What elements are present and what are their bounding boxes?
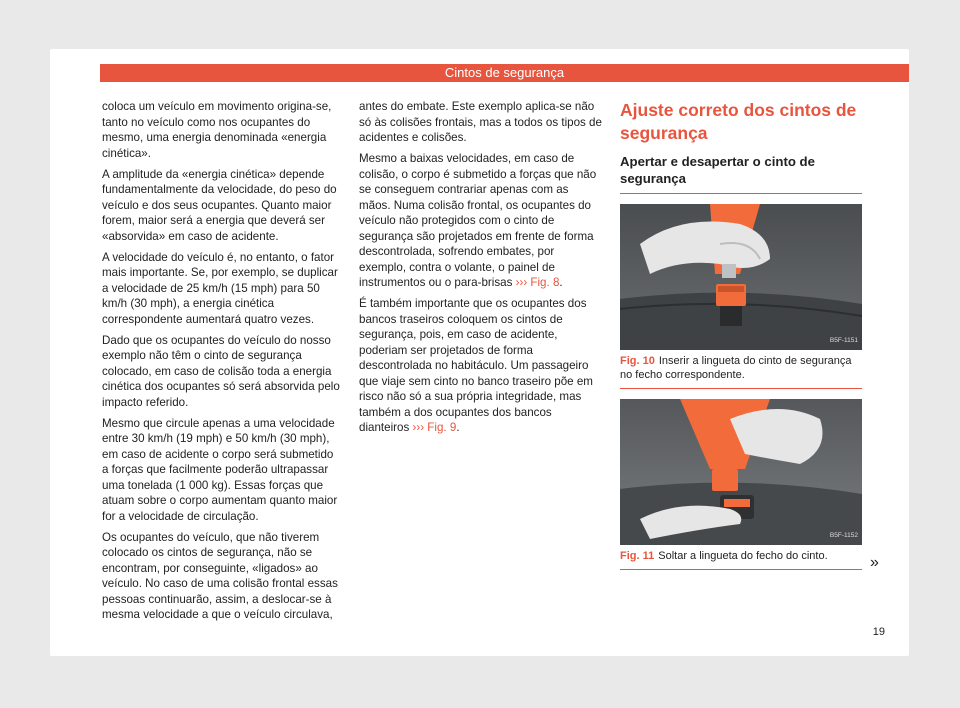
paragraph: Mesmo que circule apenas a uma velocidade entre 30 km/h (19 mph) e 50 km/h (30 mph), em caso de acidente o corpo será submetido a forças que facilmente poderão ultrapassar uma tonelada (1 000 kg). Essas forças que atuam sobre o corpo aumentam quanto maior for a velocidade de circulação.: [102, 416, 338, 523]
paragraph: A amplitude da «energia cinética» depende fundamentalmente da velocidade, do peso do veículo e dos seus ocupantes. Quanto maior forem, maior será a energia que deverá ser «absorvida» em caso de acidente.: [102, 167, 337, 243]
image-code: B5F-1151: [829, 336, 858, 344]
subsection-heading: Apertar e desapertar o cinto de segurança: [620, 153, 862, 194]
seatbelt-release-illustration: [620, 399, 862, 545]
figure-10-caption: [620, 354, 862, 389]
column-1: [102, 99, 342, 628]
paragraph-text: É também importante que os ocupantes dos bancos traseiros coloquem os cintos de segurança, pois, em caso de acidente, poderiam ser projetados de forma descontrolada no habitáculo. Um passageiro que viaje sem cinto no banco traseiro põe em risco não só a sua própria integridade, mas também a dos ocupantes dos bancos dianteiros: [359, 297, 593, 434]
paragraph: [359, 151, 603, 291]
paragraph: coloca um veículo em movimento origina-se, tanto no veículo como nos ocupantes do mesmo, uma energia denominada «energia cinética».: [102, 100, 332, 160]
paragraph: [359, 296, 603, 436]
figure-11-caption: [620, 549, 862, 570]
paragraph: Dado que os ocupantes do veículo do nosso exemplo não têm o cinto de segurança colocado, em caso de colisão toda a energia cinética dos ocupantes só será absorvida pelo impacto referido.: [102, 333, 340, 409]
paragraph-text: Mesmo a baixas velocidades, em caso de colisão, o corpo é submetido a forças que não se conseguem contrariar apenas com as mãos. Numa colisão frontal, os ocupantes do veículo não protegidos com o cinto de segurança são projetados em frente de forma descontrolada, sofrendo embates, por exemplo, contra o volante, o painel de instrumentos ou o para-brisas: [359, 152, 597, 289]
seatbelt-insert-illustration: [620, 204, 862, 350]
figure-10-image: [620, 204, 862, 350]
figure-link-9[interactable]: ››› Fig. 9: [412, 421, 457, 434]
continue-mark: »: [870, 554, 879, 571]
paragraph: antes do embate. Este exemplo aplica-se não só às colisões frontais, mas a todos os tipos de acidentes e colisões.: [359, 100, 602, 144]
paragraph: A velocidade do veículo é, no entanto, o fator mais importante. Se, por exemplo, se duplicar a velocidade de 25 km/h (15 mph) para 50 km/h (30 mph), a energia cinética correspondente aumentará quatro vezes.: [102, 250, 338, 326]
page: [50, 49, 909, 656]
paragraph: Os ocupantes do veículo, que não tiverem colocado os cintos de segurança, não se encontram, por conseguinte, «ligados» ao veículo. No caso de uma colisão frontal essas pessoas continuarão, assim, a deslocar-se à mesma velocidade a que o veículo circulava,: [102, 530, 338, 621]
period: .: [559, 276, 563, 289]
figure-label: Fig. 10: [620, 355, 655, 367]
image-code: B5F-1152: [829, 531, 858, 539]
page-number: 19: [872, 626, 885, 638]
caption-text: Inserir a lingueta do cinto de segurança no fecho correspondente.: [620, 355, 852, 381]
figure-label: Fig. 11: [620, 550, 655, 562]
figure-link-8[interactable]: ››› Fig. 8: [515, 276, 560, 289]
figure-11-image: [620, 399, 862, 545]
section-heading: Ajuste correto dos cintos de segurança: [620, 100, 857, 143]
period: .: [456, 421, 460, 434]
caption-text: Soltar a lingueta do fecho do cinto.: [658, 550, 828, 562]
section-header: Cintos de segurança: [100, 64, 909, 82]
column-3: [620, 99, 862, 570]
column-2: [359, 99, 603, 441]
